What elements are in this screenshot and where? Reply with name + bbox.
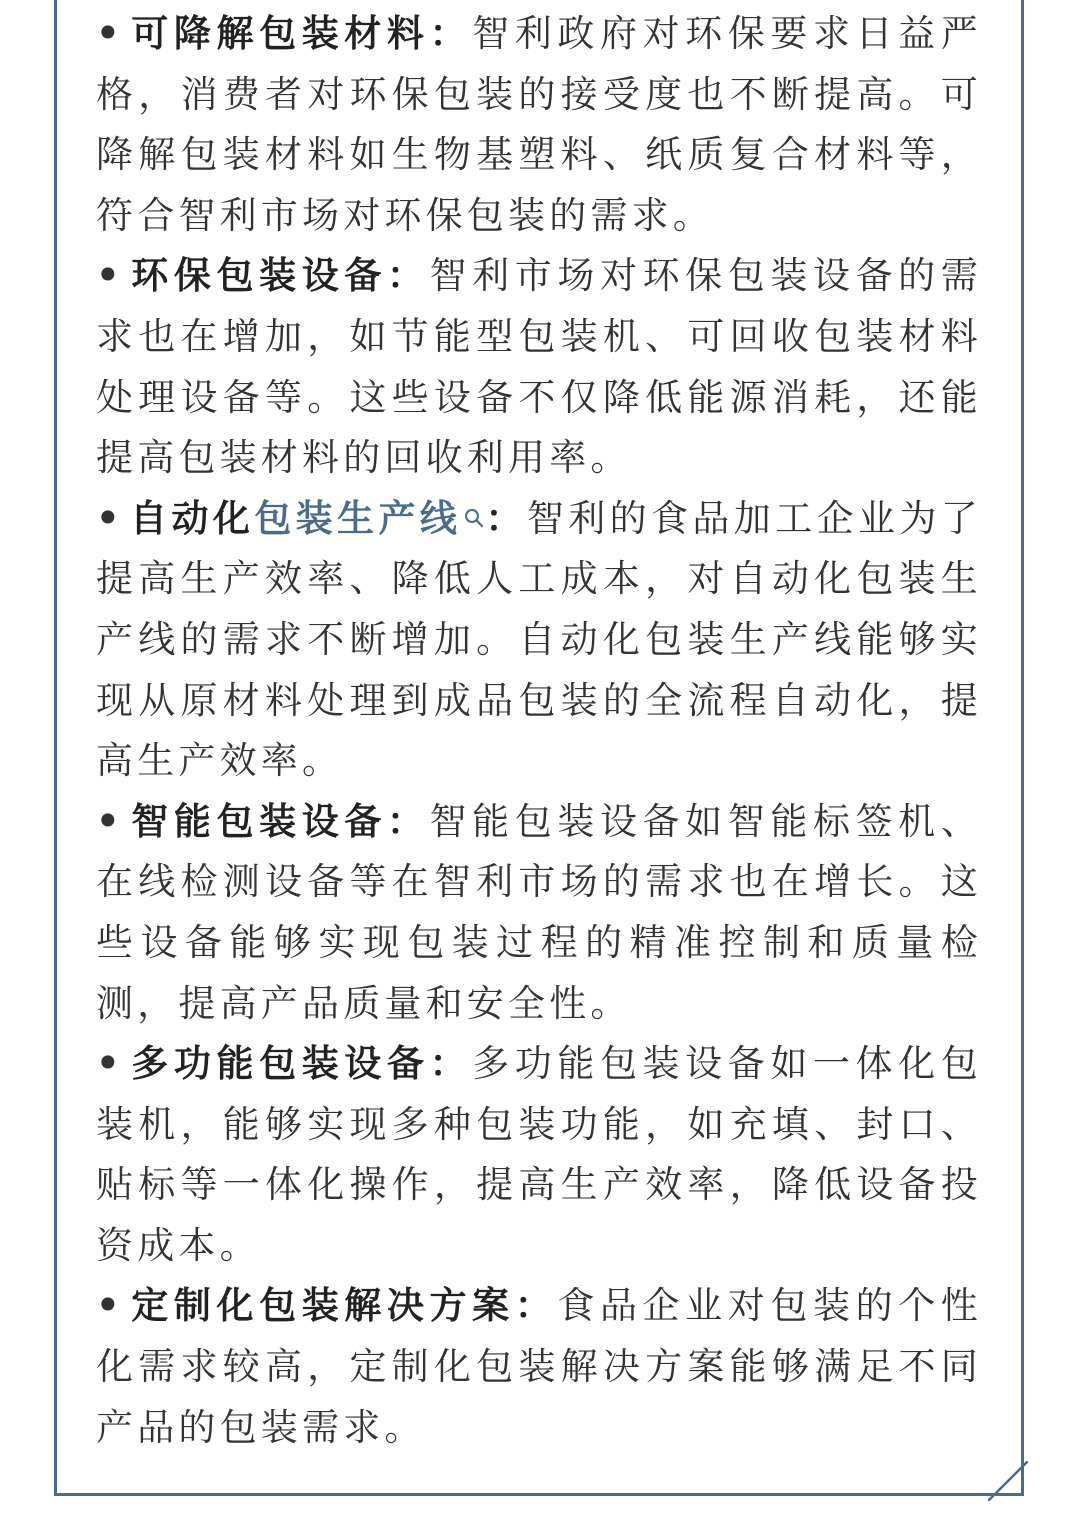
item-term-prefix: 自动化 — [129, 496, 255, 540]
item-text: 食品企业对包装的个性化需求较高，定制化包装解决方案能够满足不同产品的包装需求。 — [96, 1284, 983, 1449]
item-text: 智利政府对环保要求日益严格，消费者对环保包装的接受度也不断提高。可降解包装材料如生物基塑料、纸质复合材料等，符合智利市场对环保包装的需求。 — [96, 12, 982, 237]
bullet: • — [96, 254, 124, 298]
item-term: 多功能包装设备： — [129, 1042, 473, 1086]
item-term: 环保包装设备： — [129, 254, 430, 298]
packaging-line-search-link[interactable]: 包装生产线 — [254, 496, 462, 540]
item-text: 智利市场对环保包装设备的需求也在增加，如节能型包装机、可回收包装材料处理设备等。这些设备不仅降低能源消耗，还能提高包装材料的回收利用率。 — [96, 254, 982, 480]
item-term: 可降解包装材料： — [129, 12, 473, 55]
bullet: • — [96, 1284, 124, 1328]
list-item-smart-equipment — [96, 792, 982, 1034]
bullet: • — [96, 12, 124, 55]
item-term: 智能包装设备： — [129, 799, 430, 843]
item-text: 智能包装设备如智能标签机、在线检测设备等在智利市场的需求也在增长。这些设备能够实现包装过程的精准控制和质量检测，提高产品质量和安全性。 — [96, 799, 982, 1025]
list-item-custom-solutions — [96, 1276, 982, 1458]
list-item-automated-line — [96, 489, 982, 792]
list-item-biodegradable-materials — [96, 4, 982, 246]
bullet: • — [96, 1042, 124, 1086]
item-text: 多功能包装设备如一体化包装机，能够实现多种包装功能，如充填、封口、贴标等一体化操作，提高生产效率，降低设备投资成本。 — [96, 1042, 982, 1267]
item-text: 智利的食品加工企业为了提高生产效率、降低人工成本，对自动化包装生产线的需求不断增加。自动化包装生产线能够实现从原材料处理到成品包装的全流程自动化，提高生产效率。 — [96, 496, 982, 783]
search-icon[interactable] — [463, 489, 485, 519]
article-body — [96, 4, 982, 1458]
bullet: • — [96, 496, 124, 540]
list-item-multifunction-equipment — [96, 1034, 982, 1276]
bullet: • — [96, 799, 124, 843]
item-term-suffix: ： — [485, 496, 527, 540]
item-term: 定制化包装解决方案： — [129, 1284, 558, 1328]
list-item-eco-equipment — [96, 246, 982, 488]
corner-fold-decoration — [988, 1461, 1028, 1501]
